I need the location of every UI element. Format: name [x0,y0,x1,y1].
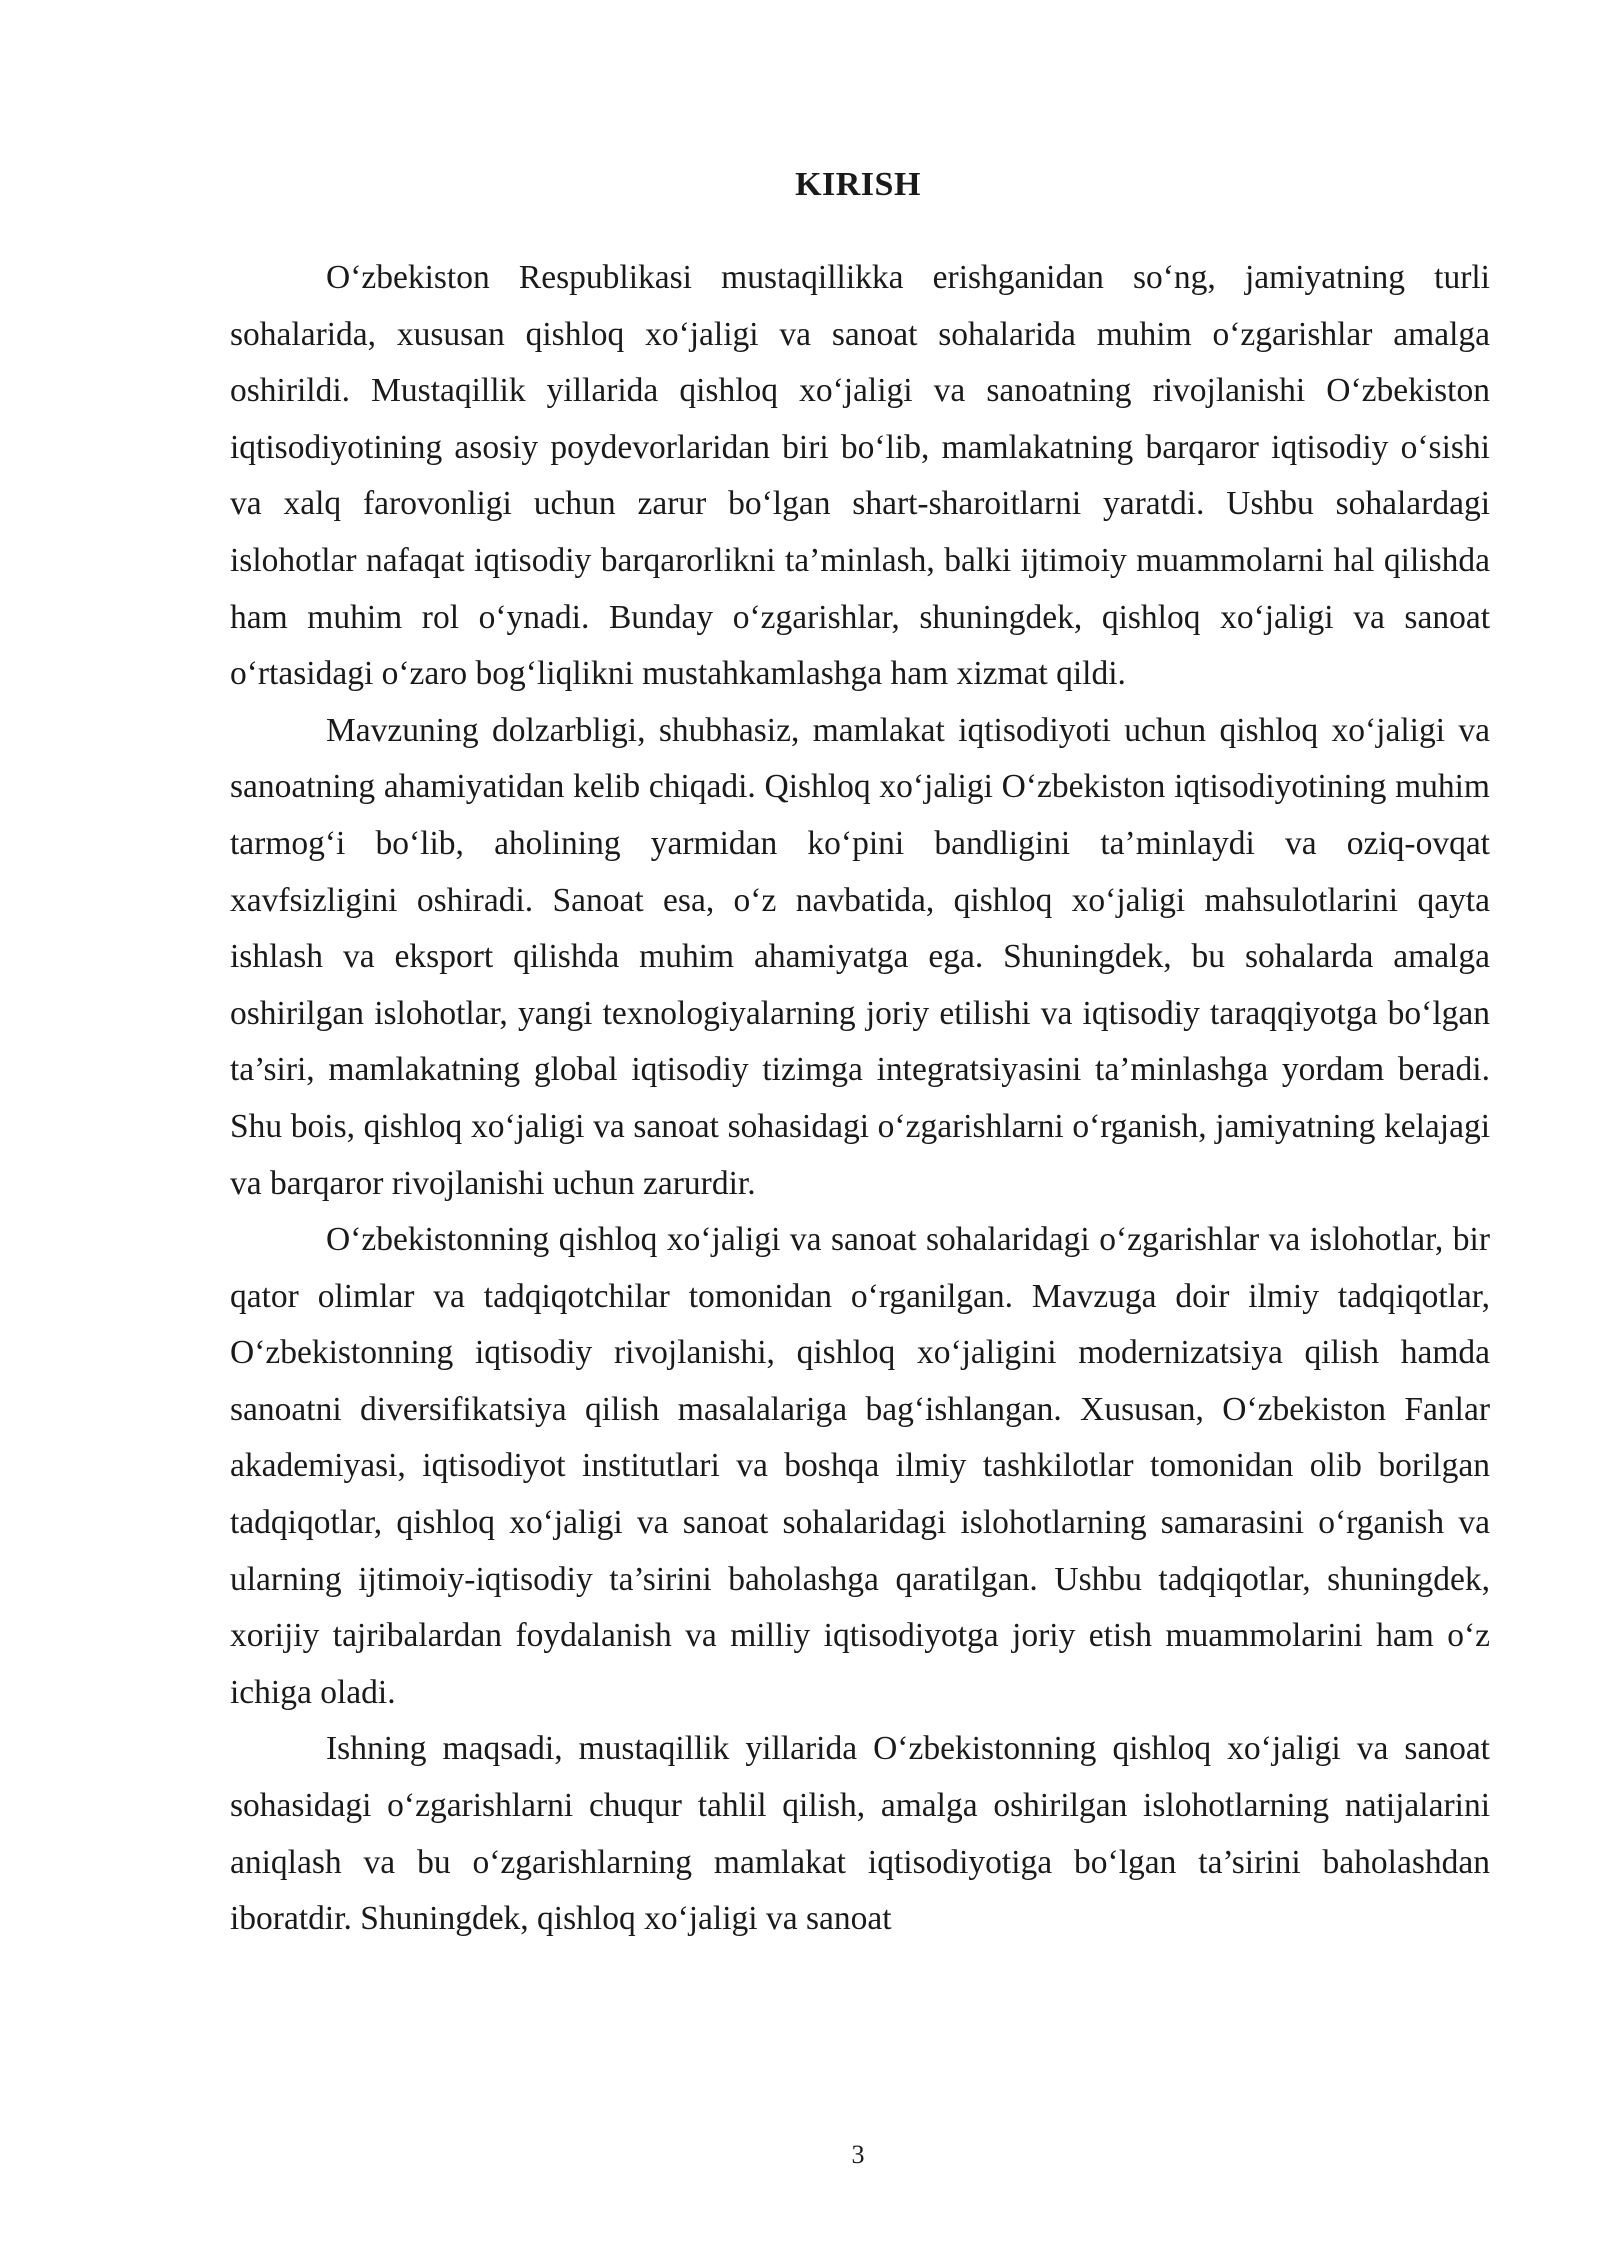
paragraph-literature-review: O‘zbekistonning qishloq xo‘jaligi va sanoat sohalaridagi o‘zgarishlar va islohotlar, bir qator olimlar va tadqiqotchilar tomonidan o‘rganilgan. Mavzuga doir ilmiy tadqiqotlar, O‘zbekistonning iqtisodiy rivojlanishi, qishloq xo‘jaligini modernizatsiya qilish hamda sanoatni diversifikatsiya qilish masalalariga bag‘ishlangan. Xususan, O‘zbekiston Fanlar akademiyasi, iqtisodiyot institutlari va boshqa ilmiy tashkilotlar tomonidan olib borilgan tadqiqotlar, qishloq xo‘jaligi va sanoat sohalaridagi islohotlarning samarasini o‘rganish va ularning ijtimoiy-iqtisodiy ta’sirini baholashga qaratilgan. Ushbu tadqiqotlar, shuningdek, xorijiy tajribalardan foydalanish va milliy iqtisodiyotga joriy etish muammolarini ham o‘z ichiga oladi. [230,1221,1490,1711]
page-number: 3 [851,2140,865,2169]
paragraph-aim: Ishning maqsadi, mustaqillik yillarida O‘zbekistonning qishloq xo‘jaligi va sanoat sohasidagi o‘zgarishlarni chuqur tahlil qilish, amalga oshirilgan islohotlarning natijalarini aniqlash va bu o‘zgarishlarning mamlakat iqtisodiyotiga bo‘lgan ta’sirini baholashdan iboratdir. Shuningdek, qishloq xo‘jaligi va sanoat [230,1730,1490,1938]
page-title: KIRISH [795,166,921,203]
paragraph-intro: O‘zbekiston Respublikasi mustaqillikka erishganidan so‘ng, jamiyatning turli sohalarida, xususan qishloq xo‘jaligi va sanoat sohalarida muhim o‘zgarishlar amalga oshirildi. Mustaqillik yillarida qishloq xo‘jaligi va sanoatning rivojlanishi O‘zbekiston iqtisodiyotining asosiy poydevorlaridan biri bo‘lib, mamlakatning barqaror iqtisodiy o‘sishi va xalq farovonligi uchun zarur bo‘lgan shart-sharoitlarni yaratdi. Ushbu sohalardagi islohotlar nafaqat iqtisodiy barqarorlikni ta’minlash, balki ijtimoiy muammolarni hal qilishda ham muhim rol o‘ynadi. Bunday o‘zgarishlar, shuningdek, qishloq xo‘jaligi va sanoat o‘rtasidagi o‘zaro bog‘liqlikni mustahkamlashga ham xizmat qildi. [230,259,1490,693]
document-body [230,250,1490,1948]
paragraph-relevance: Mavzuning dolzarbligi, shubhasiz, mamlakat iqtisodiyoti uchun qishloq xo‘jaligi va sanoatning ahamiyatidan kelib chiqadi. Qishloq xo‘jaligi O‘zbekiston iqtisodiyotining muhim tarmog‘i bo‘lib, aholining yarmidan ko‘pini bandligini ta’minlaydi va oziq-ovqat xavfsizligini oshiradi. Sanoat esa, o‘z navbatida, qishloq xo‘jaligi mahsulotlarini qayta ishlash va eksport qilishda muhim ahamiyatga ega. Shuningdek, bu sohalarda amalga oshirilgan islohotlar, yangi texnologiyalarning joriy etilishi va iqtisodiy taraqqiyotga bo‘lgan ta’siri, mamlakatning global iqtisodiy tizimga integratsiyasini ta’minlashga yordam beradi. Shu bois, qishloq xo‘jaligi va sanoat sohasidagi o‘zgarishlarni o‘rganish, jamiyatning kelajagi va barqaror rivojlanishi uchun zarurdir. [230,711,1490,1202]
